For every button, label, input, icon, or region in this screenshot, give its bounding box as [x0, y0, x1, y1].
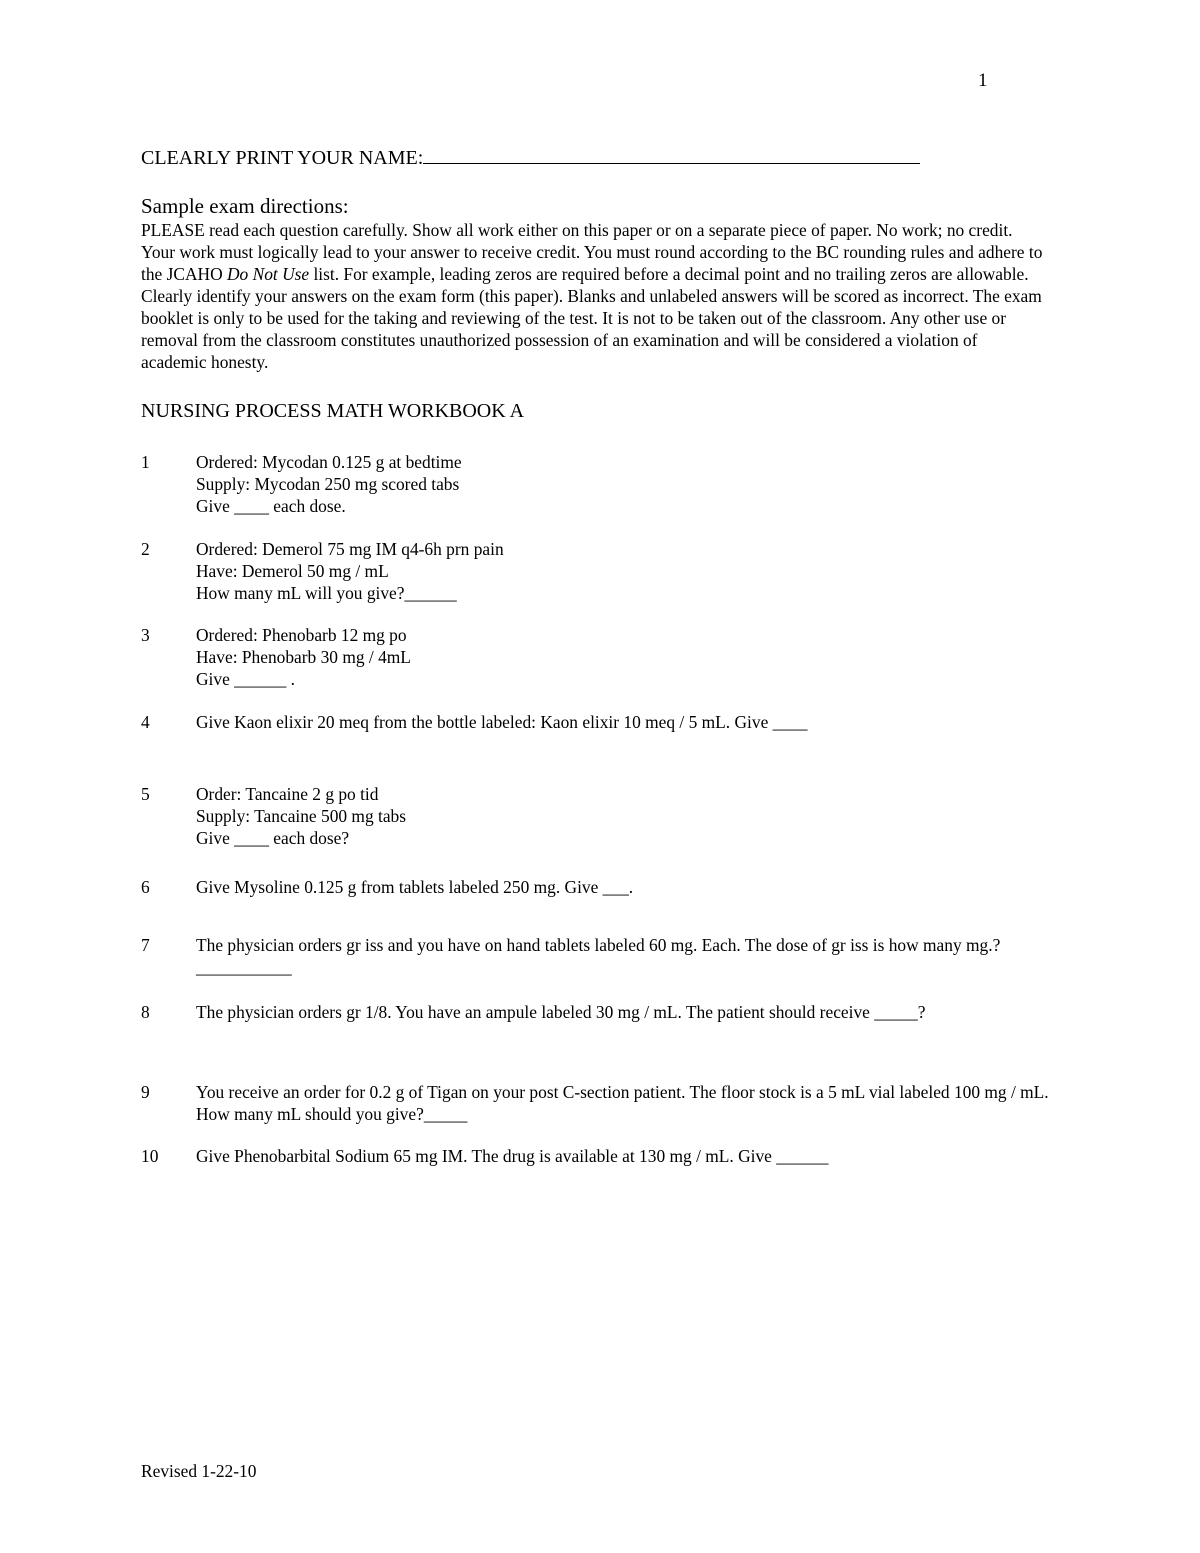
directions-part-1: PLEASE read each question carefully. Show all work either on this paper or on a separate piece of paper. No work; no credit. Your work must logically lead to your answer to receive credit. You must round according to the BC rounding rules and adhere to the JCAHO [141, 220, 1043, 284]
question-line: Give Kaon elixir 20 meq from the bottle labeled: Kaon elixir 10 meq / 5 mL. Give ____ [196, 712, 808, 732]
question-line: Supply: Tancaine 500 mg tabs [196, 806, 407, 826]
question-line: Give ____ each dose? [196, 828, 350, 848]
question-line: Supply: Mycodan 250 mg scored tabs [196, 474, 460, 494]
question-line: Have: Demerol 50 mg / mL [196, 561, 389, 581]
question-number: 3 [141, 625, 150, 645]
question-text: The physician orders gr iss and you have on hand tablets labeled 60 mg. Each. The dose of gr iss is how many mg.? ___________ [196, 935, 1001, 977]
question-line: Ordered: Phenobarb 12 mg po [196, 625, 407, 645]
question-number: 6 [141, 877, 150, 897]
question-number: 4 [141, 712, 150, 732]
question-number: 2 [141, 539, 150, 559]
question-line: The physician orders gr 1/8. You have an ampule labeled 30 mg / mL. The patient should receive _____? [196, 1002, 926, 1022]
question-line: Give Phenobarbital Sodium 65 mg IM. The drug is available at 130 mg / mL. Give ______ [196, 1146, 829, 1166]
question-number: 5 [141, 784, 150, 804]
question-line: Give ____ each dose. [196, 496, 346, 516]
question-line: Have: Phenobarb 30 mg / 4mL [196, 647, 411, 667]
directions-emphasis: Do Not Use [227, 264, 310, 284]
directions-text [141, 219, 1046, 373]
question-number: 8 [141, 1002, 150, 1022]
question-line: Give ______ . [196, 669, 296, 689]
revision-footer: Revised 1-22-10 [141, 1461, 257, 1481]
question-text: You receive an order for 0.2 g of Tigan on your post C-section patient. The floor stock is a 5 mL vial labeled 100 mg / mL. How many mL should you give?_____ [196, 1082, 1049, 1124]
question-line: Order: Tancaine 2 g po tid [196, 784, 379, 804]
name-blank[interactable] [423, 143, 920, 164]
question-line: How many mL will you give?______ [196, 583, 457, 603]
question-line: Ordered: Mycodan 0.125 g at bedtime [196, 452, 462, 472]
question-number: 9 [141, 1082, 150, 1102]
name-prompt-line [141, 143, 920, 170]
question-number: 10 [141, 1146, 159, 1166]
question-line: Ordered: Demerol 75 mg IM q4-6h prn pain [196, 539, 504, 559]
question-number: 7 [141, 935, 150, 955]
name-prompt-label: CLEARLY PRINT YOUR NAME: [141, 147, 424, 169]
page-number: 1 [978, 70, 988, 91]
directions-heading: Sample exam directions: [141, 194, 349, 218]
question-line: Give Mysoline 0.125 g from tablets labeled 250 mg. Give ___. [196, 877, 634, 897]
workbook-title: NURSING PROCESS MATH WORKBOOK A [141, 400, 525, 422]
directions-part-2: list. For example, leading zeros are required before a decimal point and no trailing zeros are allowable. Clearly identify your answers on the exam form (this paper). Blanks and unlabeled answers will be scored as incorrect. The exam booklet is only to be used for the taking and reviewing of the test. It is not to be taken out of the classroom. Any other use or removal from the classroom constitutes unauthorized possession of an examination and will be considered a violation of academic honesty. [141, 264, 1042, 372]
question-number: 1 [141, 452, 150, 472]
